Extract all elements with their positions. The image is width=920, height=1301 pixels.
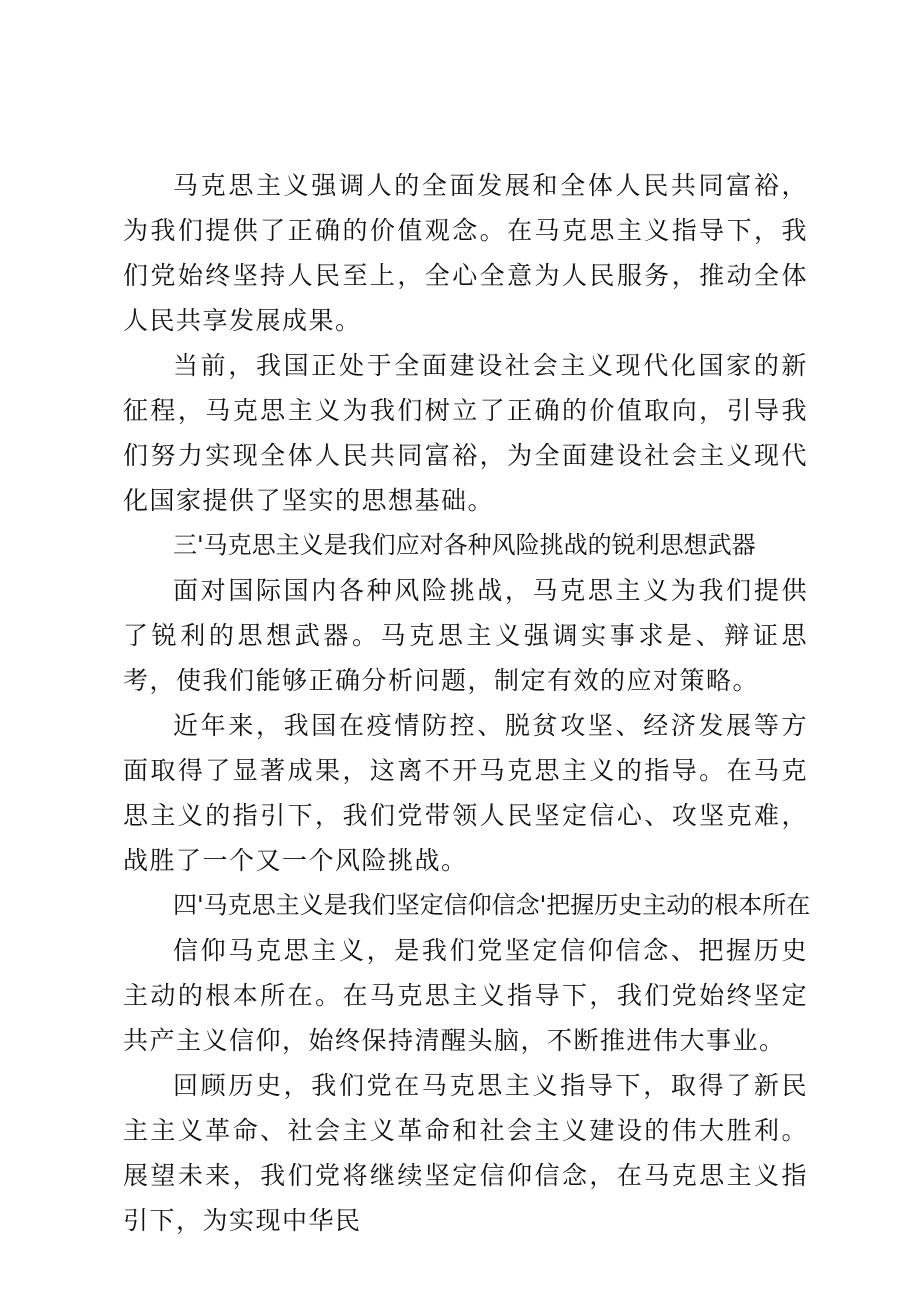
section-heading-4: 四'马克思主义是我们坚定信仰信念'把握历史主动的根本所在 bbox=[173, 891, 811, 919]
paragraph: 面对国际国内各种风险挑战，马克思主义为我们提供了锐利的思想武器。马克思主义强调实事求是、辩证思考，使我们能够正确分析问题，制定有效的应对策略。 bbox=[123, 576, 808, 695]
paragraph: 回顾历史，我们党在马克思主义指导下，取得了新民主主义革命、社会主义革命和社会主义建设的伟大胜利。展望未来，我们党将继续坚定信仰信念，在马克思主义指引下，为实现中华民 bbox=[123, 1071, 808, 1235]
document-body bbox=[123, 163, 811, 1243]
paragraph: 当前，我国正处于全面建设社会主义现代化国家的新征程，马克思主义为我们树立了正确的价值取向，引导我们努力实现全体人民共同富裕，为全面建设社会主义现代化国家提供了坚实的思想基础。 bbox=[123, 351, 808, 515]
section-heading-3: 三'马克思主义是我们应对各种风险挑战的锐利思想武器 bbox=[173, 531, 756, 559]
paragraph: 信仰马克思主义，是我们党坚定信仰信念、把握历史主动的根本所在。在马克思主义指导下，我们党始终坚定共产主义信仰，始终保持清醒头脑，不断推进伟大事业。 bbox=[123, 936, 808, 1055]
paragraph: 马克思主义强调人的全面发展和全体人民共同富裕，为我们提供了正确的价值观念。在马克思主义指导下，我们党始终坚持人民至上，全心全意为人民服务，推动全体人民共享发展成果。 bbox=[123, 171, 808, 335]
paragraph: 近年来，我国在疫情防控、脱贫攻坚、经济发展等方面取得了显著成果，这离不开马克思主义的指导。在马克思主义的指引下，我们党带领人民坚定信心、攻坚克难，战胜了一个又一个风险挑战。 bbox=[123, 711, 808, 875]
